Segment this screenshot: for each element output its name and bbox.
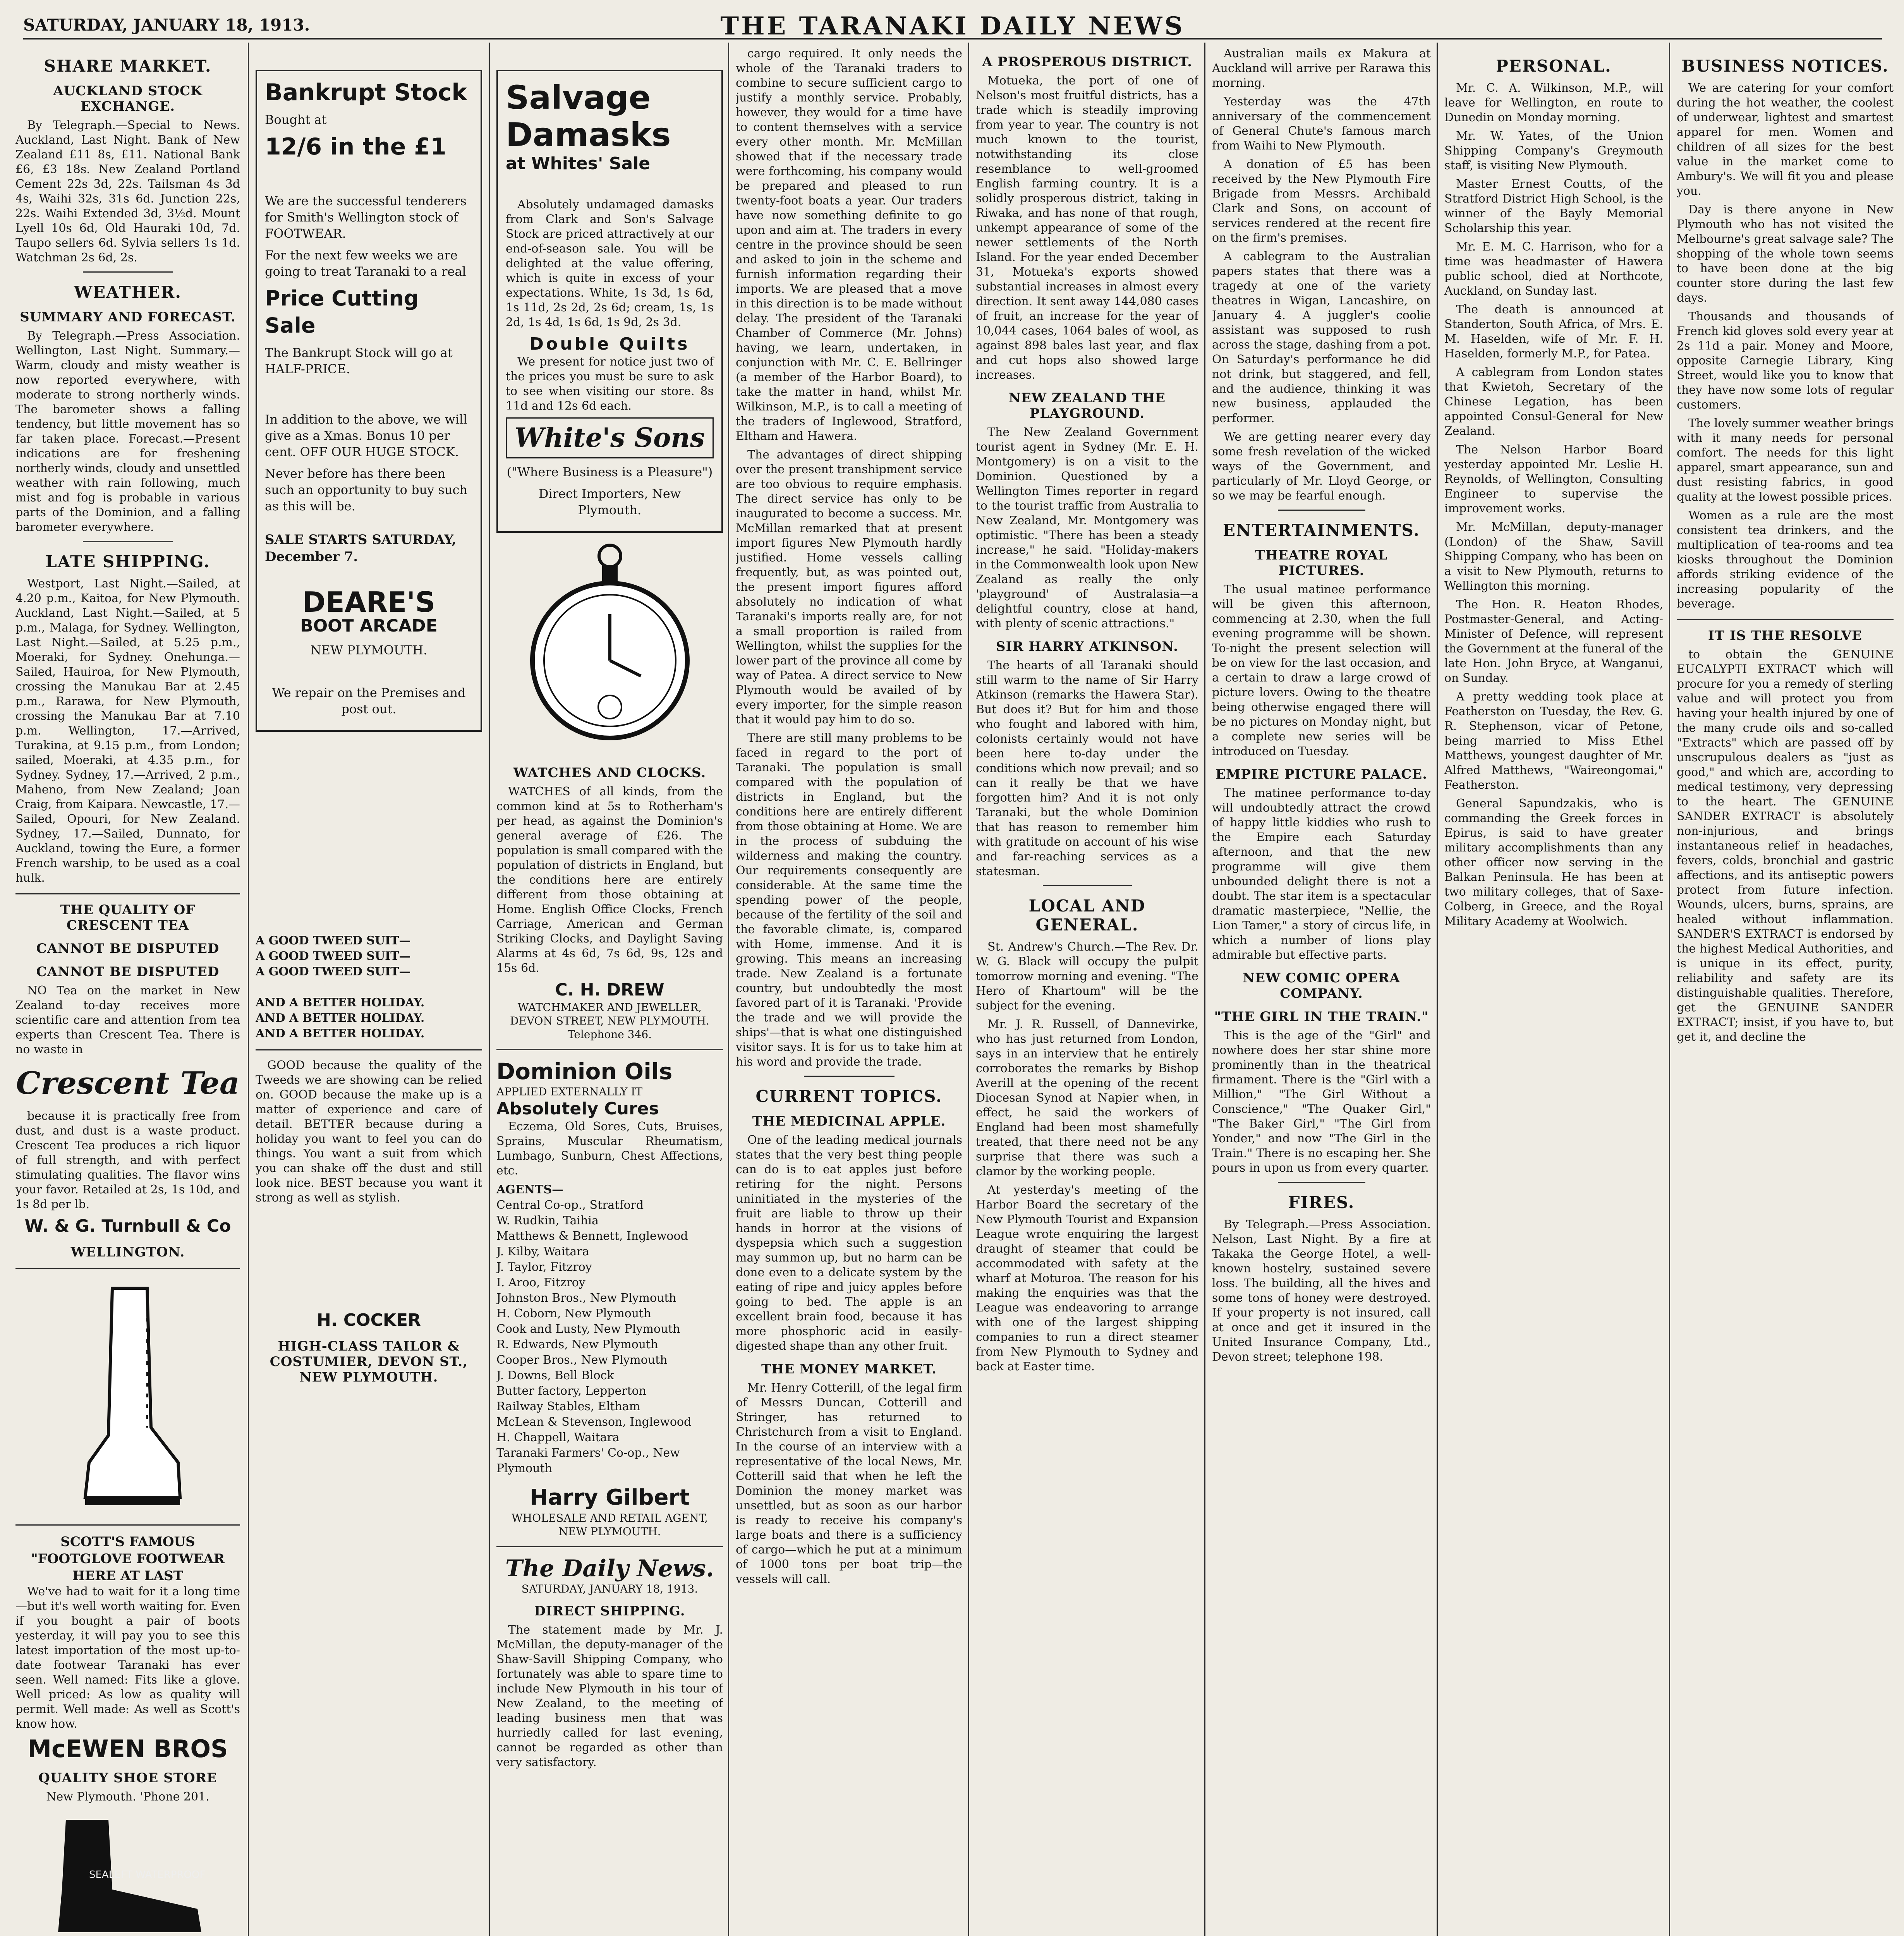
comic-opera-sub: "THE GIRL IN THE TRAIN." <box>1214 1009 1429 1025</box>
salvage-sub: at Whites' Sale <box>506 154 651 173</box>
bankrupt-sub: Bought at <box>265 112 327 127</box>
whites-tagline: ("Where Business is a Pleasure") <box>506 465 713 479</box>
tea-text-2: because it is practically free from dust, and dust is a waste product. Crescent Tea produces a rich liquor of full strength, and with perfect stimulating qualities. The flavor wins your favor. Retailed at 2s, 1s 10d, and 1s 8d per lb. <box>15 1109 240 1211</box>
sealeft-boot <box>15 1808 240 1936</box>
bankrupt-price: 12/6 in the £1 <box>265 133 446 160</box>
column-rule <box>1204 43 1205 1936</box>
agent-item: W. Rudkin, Taihia <box>496 1214 599 1227</box>
share-market-text: By Telegraph.—Special to News. Auckland, Last Night. Bank of New Zealand £11 8s, £11. National Bank £6, £3 18s. New Zealand Portland Cement 22s 3d, 22s. Tailsman 4s 3d 4s, Waihi 32s, 31s 6d. Junction 22s, 22s. Waihi Extended 3d, 3½d. Mount Lyell 10s 6d, Old Hauraki 10d, 7d. Taupo sellers 6d. Sylvia sellers 1s 1d. Watchman 2s 6d, 2s. <box>15 118 240 264</box>
fires-heading: FIRES. <box>1288 1193 1355 1212</box>
agents-heading: AGENTS— <box>496 1183 564 1196</box>
holiday-line: AND A BETTER HOLIDAY. <box>256 1027 425 1040</box>
local-note-5: We are getting nearer every day some fresh revelation of the wicked ways of the Government, and particularly of Mr. Lloyd George, or so we may be fearful enough. <box>1212 430 1431 503</box>
gilbert-name: Harry Gilbert <box>530 1485 690 1510</box>
oils-sub: APPLIED EXTERNALLY IT <box>496 1085 643 1098</box>
divider <box>256 1049 482 1050</box>
personal-item: A cablegram from London states that Kwietoh, Secretary of the Chinese Legation, has been appointed Consul-General for New Zealand. <box>1444 366 1663 438</box>
column-7 <box>1444 46 1663 1936</box>
newspaper-title: THE TARANAKI DAILY NEWS <box>720 12 1185 41</box>
footglove-text: We've had to wait for it a long time—but it's well worth waiting for. Even if you bought a pair of boots yesterday, it will pay you to see this latest importation of the most up-to-date footwear Taranaki has ever seen. Well named: Fits like a glove. Well priced: As low as quality will permit. Well made: As well as Scott's know how. <box>15 1585 240 1731</box>
personal-item: General Sapundzakis, who is commanding the Greek forces in Epirus, is said to have greater military accomplishments than any other officer now serving in the Balkan Peninsula. He has been at two military colleges, that of Saxe-Colberg, in Greece, and the Royal Military Academy at Woolwich. <box>1444 797 1663 928</box>
tea-text: NO Tea on the market in New Zealand to-day receives more scientific care and attention from tea experts than Crescent Tea. There is no waste in <box>15 984 240 1056</box>
agent-item: R. Edwards, New Plymouth <box>496 1338 658 1351</box>
resolve-heading: IT IS THE RESOLVE <box>1708 628 1863 644</box>
whites-sub: Direct Importers, New Plymouth. <box>538 486 681 517</box>
agent-item: Central Co-op., Stratford <box>496 1198 644 1212</box>
oils-text: Eczema, Old Sores, Cuts, Bruises, Sprains, Muscular Rheumatism, Lumbago, Sunburn, Chest Affections, etc. <box>496 1120 723 1177</box>
divider <box>804 1076 894 1077</box>
playground-heading: NEW ZEALAND THE PLAYGROUND. <box>1008 390 1166 421</box>
salvage-text: Absolutely undamaged damasks from Clark and Son's Salvage Stock are priced attractively at our end-of-season sale. You will be delighted at the value offering, which is quite in excess of your expectations. White, 1s 3d, 1s 6d, 1s 11d, 2s 2d, 2s 6d; cream, 1s, 1s 2d, 1s 4d, 1s 6d, 1s 9d, 2s 3d. <box>506 198 714 329</box>
prosperous-heading: A PROSPEROUS DISTRICT. <box>982 54 1192 70</box>
cocker-text: GOOD because the quality of the Tweeds we are showing can be relied on. GOOD because the make up is a matter of experience and care of detail. BETTER because during a holiday you want to feel you can do things. You want a suit from which you can shake off the dust and still look nice. BEST because you want it strong as well as stylish. <box>256 1059 482 1205</box>
entertainments-heading: ENTERTAINMENTS. <box>1222 521 1420 540</box>
waterproof-boot-icon <box>43 1812 213 1936</box>
personal-item: Master Ernest Coutts, of the Stratford District High School, is the winner of the Bayly Memorial Scholarship this year. <box>1444 177 1663 235</box>
divider <box>83 541 173 542</box>
personal-item: The Nelson Harbor Board yesterday appointed Mr. Leslie H. Reynolds, of Wellington, Consulting Engineer to supervise the improvement works. <box>1444 443 1663 515</box>
money-market-heading: THE MONEY MARKET. <box>761 1361 937 1377</box>
crescent-tea-logo: Crescent Tea <box>16 1065 240 1101</box>
gilbert-sub: WHOLESALE AND RETAIL AGENT, NEW PLYMOUTH. <box>511 1512 708 1538</box>
personal-item: Mr. E. M. C. Harrison, who for a time was headmaster of Hawera public school, died at Northcote, Auckland, on Sunday last. <box>1444 240 1663 298</box>
personal-item: The death is announced at Standerton, South Africa, of Mrs. E. M. Haselden, wife of Mr. F. H. Haselden, formerly M.P., for Patea. <box>1444 303 1663 360</box>
tweed-line: A GOOD TWEED SUIT— <box>256 949 411 963</box>
cocker-sub: HIGH-CLASS TAILOR & COSTUMIER, DEVON ST., NEW PLYMOUTH. <box>270 1339 468 1385</box>
direct-shipping-heading: DIRECT SHIPPING. <box>534 1603 685 1619</box>
column-rule <box>1669 43 1670 1936</box>
local-note-3: A donation of £5 has been received by the New Plymouth Fire Brigade from Messrs. Archibald Clark and Sons, on account of services rendered at the recent fire on the firm's premises. <box>1212 158 1431 245</box>
divider <box>1278 510 1365 511</box>
daily-news-date: SATURDAY, JANUARY 18, 1913. <box>521 1582 698 1595</box>
tea-banner-repeat: CANNOT BE DISPUTED <box>36 964 220 980</box>
column-8 <box>1677 46 1894 1936</box>
column-rule <box>489 43 490 1936</box>
business-notice: Women as a rule are the most consistent tea drinkers, and the multiplication of tea-rooms and tea kiosks throughout the Dominion affords striking evidence of the increasing popularity of the beverage. <box>1677 509 1894 611</box>
divider <box>1677 619 1894 620</box>
sale-starts: SALE STARTS SATURDAY, December 7. <box>265 532 457 565</box>
column-4 <box>736 46 962 1936</box>
stock-exchange-subheading: AUCKLAND STOCK EXCHANGE. <box>53 83 203 114</box>
agent-item: J. Taylor, Fitzroy <box>496 1260 592 1274</box>
agent-item: H. Chappell, Waitara <box>496 1431 620 1444</box>
fires-text: By Telegraph.—Press Association. Nelson, Last Night. By a fire at Takaka the George Hotel, a well-known hostelry, sustained severe loss. The building, all the hives and some tons of honey were destroyed. If your property is not insured, call at once and get it insured in the United Insurance Company, Ltd., Devon street; telephone 198. <box>1212 1218 1431 1364</box>
divider <box>1278 1182 1365 1183</box>
deare-city: NEW PLYMOUTH. <box>310 643 427 657</box>
salvage-title: Salvage Damasks <box>506 79 671 154</box>
column-6 <box>1212 46 1431 1936</box>
weather-text: By Telegraph.—Press Association. Wellington, Last Night. Summary.—Warm, cloudy and misty weather is now reported everywhere, with moderate to strong northerly winds. The barometer shows a falling tendency, but little movement has so far taken place. Forecast.—Present indications are for freshening northerly winds, cloudy and unsettled weather with rain following, much mist and fog is probable in various parts of the Dominion, and a falling barometer everywhere. <box>15 329 240 534</box>
boot-label: SEALEFT WATERPROOF <box>89 1869 206 1881</box>
business-notice: The lovely summer weather brings with it many needs for personal comfort. The needs for this light apparel, smart appearance, sun and dust resisting fabrics, in good quality at the lowest possible prices. <box>1677 417 1894 504</box>
theatre-heading: THEATRE ROYAL PICTURES. <box>1255 548 1388 578</box>
weather-subheading: SUMMARY AND FORECAST. <box>20 309 236 325</box>
agent-item: J. Downs, Bell Block <box>496 1369 614 1382</box>
shipping-article-1: cargo required. It only needs the whole of the Taranaki traders to combine to secure sufficient cargo to justify a monthly service. Probably, however, they would for a time have to content themselves with a service every other month. Mr. McMillan showed that if the necessary trade were forthcoming, his company would be prepared and pleased to run twenty-foot boats a year. Our traders have now something definite to go upon and aim at. The traders in every centre in the province should be seen and asked to join in the scheme and furnish information regarding their imports. We are pleased that a move in this direction is to be made without delay. The president of the Taranaki Chamber of Commerce (Mr. Johns) having, we learn, undertaken, in conjunction with Mr. C. E. Bellringer (a member of the Harbor Board), to take the matter in hand, whilst Mr. Wilkinson, M.P., is to call a meeting of the traders of Inglewood, Stratford, Eltham and Hawera. <box>736 47 962 443</box>
mcewen-sub: QUALITY SHOE STORE <box>38 1770 217 1786</box>
agent-item: Taranaki Farmers' Co-op., New Plymouth <box>496 1446 680 1475</box>
drew-sub: WATCHMAKER AND JEWELLER, DEVON STREET, NEW PLYMOUTH. Telephone 346. <box>510 1001 710 1041</box>
divider <box>15 1524 240 1526</box>
comic-opera-heading: NEW COMIC OPERA COMPANY. <box>1243 970 1400 1001</box>
divider <box>496 1546 723 1547</box>
divider <box>15 893 240 894</box>
local-general-heading: LOCAL AND GENERAL. <box>1028 896 1146 934</box>
shipping-heading: LATE SHIPPING. <box>45 552 210 571</box>
oils-cures: Absolutely Cures <box>496 1099 659 1119</box>
current-topics-heading: CURRENT TOPICS. <box>755 1087 943 1106</box>
oils-title: Dominion Oils <box>496 1058 673 1085</box>
empire-heading: EMPIRE PICTURE PALACE. <box>1215 767 1428 782</box>
medicinal-apple-heading: THE MEDICINAL APPLE. <box>752 1114 946 1129</box>
pocket-watch <box>496 533 723 757</box>
bankrupt-text-1: We are the successful tenderers for Smith's Wellington stock of FOOTWEAR. <box>265 194 467 241</box>
atkinson-text: The hearts of all Taranaki should still warm to the name of Sir Harry Atkinson (remarks the Hawera Star). But does it? But for him and those who fought and labored with him, colonists certainly would not have been here to-day under the conditions which now prevail; and so can it really be that we have forgotten him? And it is not only Taranaki, but the whole Dominion that has reason to remember him with gratitude on account of his wise and far-reaching services as a statesman. <box>976 659 1198 878</box>
theatre-text: The usual matinee performance will be given this afternoon, commencing at 2.30, when the full evening programme will be shown. To-night the present selection will be on view for the last occasion, and a certain to draw a large crowd of picture lovers. Owing to the theatre being otherwise engaged there will be no pictures on Monday night, but a complete new series will be introduced on Tuesday. <box>1212 583 1431 758</box>
quilts-title: Double Quilts <box>529 334 690 354</box>
mcewen-city: New Plymouth. 'Phone 201. <box>46 1790 209 1804</box>
tea-banner-sub: CANNOT BE DISPUTED <box>36 941 220 956</box>
column-1 <box>15 46 240 1936</box>
personal-item: Mr. W. Yates, of the Union Shipping Company's Greymouth staff, is visiting New Plymouth. <box>1444 129 1663 172</box>
personal-item: Mr. McMillan, deputy-manager (London) of the Shaw, Savill Shipping Company, who has been on a visit to New Plymouth, returns to Wellington this morning. <box>1444 520 1663 593</box>
local-note-4: A cablegram to the Australian papers states that there was a tragedy at one of the variety theatres in Wigan, Lancashire, on January 4. A juggler's coolie assistant was supposed to rush across the stage, dashing from a pot. On Saturday's performance he did not drink, but staggered, and fell, and the audience, thinking it was new business, applauded the performer. <box>1212 250 1431 425</box>
business-notice: Day is there anyone in New Plymouth who has not visited the Melbourne's great salvage sale? The shopping of the whole town seems to have been done at the big counter store during the last few days. <box>1677 203 1894 305</box>
watches-text: WATCHES of all kinds, from the common kind at 5s to Rotherham's per head, as against the Dominion's general average of £26. The population is small compared with the population of districts in England, but the conditions here are entirely different from those obtaining at Home. English Office Clocks, French Carriage, American and German Striking Clocks, and Daylight Saving Alarms at 4s 6d, 7s 6d, 9s, 12s and 15s 6d. <box>496 785 723 975</box>
divider <box>1043 885 1132 886</box>
share-market-heading: SHARE MARKET. <box>44 57 212 76</box>
bankrupt-text-4: In addition to the above, we will give as a Xmas. Bonus 10 per cent. OFF OUR HUGE STOCK. <box>265 412 467 459</box>
cocker-name: H. COCKER <box>317 1310 421 1330</box>
lace-boot-illustration <box>15 1277 240 1517</box>
prosperous-text: Motueka, the port of one of Nelson's most fruitful districts, has a trade which is steadily improving from year to year. The country is not much known to the tourist, notwithstanding its close resemblance to well-groomed English farming country. It is a solidly prosperous district, taking in Riwaka, and has none of that rough, unkempt appearance of some of the newer settlements of the North Island. For the year ended December 31, Motueka's exports showed substantial increases in almost every direction. It sent away 144,080 cases of fruit, an increase for the year of 10,044 cases, 1064 bales of wool, as against 898 bales last year, and flax and cut hops also showed large increases. <box>976 74 1198 382</box>
bankrupt-stock-ad <box>256 70 482 732</box>
holiday-line: AND A BETTER HOLIDAY. <box>256 1011 425 1025</box>
deare-sub: BOOT ARCADE <box>300 616 438 636</box>
tweed-line: A GOOD TWEED SUIT— <box>256 965 411 978</box>
local-text-3: At yesterday's meeting of the Harbor Board the secretary of the New Plymouth Tourist and Expansion League wrote enquiring the largest draught of steamer that could be accommodated with safety at the wharf at Moturoa. The reason for his making the enquiries was that the League was endeavoring to arrange with one of the largest shipping companies to run a direct steamer from New Plymouth to Sydney and back at Easter time. <box>976 1183 1198 1373</box>
business-notice: We are catering for your comfort during the hot weather, the coolest of underwear, lightest and smartest apparel for men. Women and children of all sizes for the best value in the market come to Ambury's. We will fit you and please you. <box>1677 81 1894 198</box>
whites-logo: White's Sons <box>506 417 714 458</box>
bankrupt-text-5: Never before has there been such an opportunity to buy such as this will be. <box>265 466 468 513</box>
bankrupt-text-2: For the next few weeks we are going to treat Taranaki to a real <box>265 248 466 279</box>
tweed-line: A GOOD TWEED SUIT— <box>256 934 411 947</box>
column-rule <box>968 43 969 1936</box>
column-3 <box>496 46 723 1936</box>
agent-item: H. Coborn, New Plymouth <box>496 1307 651 1320</box>
weather-heading: WEATHER. <box>74 283 182 302</box>
pocket-watch-icon <box>529 541 691 750</box>
holiday-line: AND A BETTER HOLIDAY. <box>256 996 425 1009</box>
quilts-text: We present for notice just two of the prices you must be sure to ask to see when visiting our store. 8s 11d and 12s 6d each. <box>506 355 714 413</box>
footglove-heading: SCOTT'S FAMOUS "FOOTGLOVE FOOTWEAR HERE AT LAST <box>31 1534 225 1584</box>
playground-text: The New Zealand Government tourist agent in Sydney (Mr. E. H. Montgomery) is on a visit to the Dominion. Questioned by a Wellington Times reporter in regard to the tourist traffic from Australia to New Zealand, Mr. Montgomery was optimistic. "There has been a steady increase," he said. "Holiday-makers in the Commonwealth look upon New Zealand as really the only 'playground' of Australasia—a delightful country, close at hand, with plenty of scenic attractions." <box>976 426 1198 630</box>
issue-date: SATURDAY, JANUARY 18, 1913. <box>23 15 310 34</box>
divider <box>83 271 173 273</box>
personal-item: A pretty wedding took place at Featherston on Tuesday, the Rev. G. R. Stephenson, vicar of Petone, being married to Miss Ethel Matthews, youngest daughter of Mr. Alfred Matthews, "Waireongomai," Featherston. <box>1444 690 1663 792</box>
bankrupt-title: Bankrupt Stock <box>265 79 467 106</box>
business-notices-heading: BUSINESS NOTICES. <box>1681 57 1889 76</box>
agent-item: Cooper Bros., New Plymouth <box>496 1353 668 1367</box>
mcewen-name: McEWEN BROS <box>27 1735 228 1763</box>
column-5 <box>976 46 1198 1936</box>
money-market-text: Mr. Henry Cotterill, of the legal firm of Messrs Duncan, Cotterill and Stringer, has returned to Christchurch from a visit to England. In the course of an interview with a representative of the local News, Mr. Cotterill said that when he left the Dominion the money market was unsettled, but as soon as our harbor is ready to receive his company's large boats and there is a sufficiency of cargo—which he put at a minimum of 1000 tons per boat trip—the vessels will call. <box>736 1381 962 1586</box>
divider <box>496 1049 723 1050</box>
column-rule <box>1437 43 1438 1936</box>
drew-name: C. H. DREW <box>555 980 664 1000</box>
deare-name: DEARE'S <box>302 586 436 618</box>
personal-item: Mr. C. A. Wilkinson, M.P., will leave for Wellington, en route to Dunedin on Monday morning. <box>1444 81 1663 124</box>
deare-repair: We repair on the Premises and post out. <box>272 685 466 716</box>
personal-heading: PERSONAL. <box>1496 57 1612 76</box>
column-rule <box>728 43 729 1936</box>
column-rule <box>248 43 249 1936</box>
agents-list <box>496 1198 723 1476</box>
agent-item: Butter factory, Lepperton <box>496 1384 647 1398</box>
comic-opera-text: This is the age of the "Girl" and nowhere does her star shine more prominently than in the theatrical firmament. There is the "Girl with a Million," "The Girl Without a Conscience," "The Quaker Girl," "The Baker Girl," "The Girl from Yonder," and now "The Girl in the Train." There is no escaping her. She pours in upon us from every quarter. <box>1212 1029 1431 1175</box>
agent-item: McLean & Stevenson, Inglewood <box>496 1415 692 1429</box>
tweed-suit-list <box>256 933 482 1042</box>
shipping-article-2: The advantages of direct shipping over the present transhipment service are too obvious to require emphasis. The direct service has only to be inaugurated to become a success. Mr. McMillan remarked that at present import figures New Plymouth hardly justified. Home vessels calling frequently, but, as was pointed out, the present import figures afford absolutely no indication of what Taranaki's imports really are, for not a small proportion is railed from Wellington, whilst the supplies for the lower part of the province all come by way of Patea. A direct service to New Plymouth would be availed of by every importer, for the simple reason that it would pay him to do so. <box>736 448 962 726</box>
local-note-1: Australian mails ex Makura at Auckland will arrive per Rarawa this morning. <box>1212 47 1431 90</box>
shipping-article-3: There are still many problems to be faced in regard to the port of Taranaki. The population is small compared with the population of districts in England, but the conditions here are entirely different from those obtaining at Home. We are in the process of subduing the wilderness and making the country. Our requirements consequently are considerable. At the same time the spending power of the people, because of the fertility of the soil and the favorable climate, is, compared with Home, immense. And it is growing. This means an increasing trade. New Zealand is a fortunate country, but undoubtedly the most favored part of it is Taranaki. 'Provide the trade and we will provide the ships'—that is what one distinguished visitor says. It is for us to take him at his word and provide the trade. <box>736 731 962 1069</box>
shipping-text: Westport, Last Night.—Sailed, at 4.20 p.m., Kaitoa, for New Plymouth. Auckland, Last Night.—Sailed, at 5 p.m., Malaga, for Sydney. Wellington, Last Night.—Sailed, at 5.25 p.m., Moeraki, for Sydney. Onehunga.—Sailed, Hauiroa, for New Plymouth, crossing the Manukau Bar at 2.45 p.m., Rarawa, for New Plymouth, crossing the Manukau Bar at 7.10 p.m. Wellington, 17.—Arrived, Turakina, at 9.15 p.m., from London; sailed, Moeraki, at 4.35 p.m., for Sydney. Sydney, 17.—Arrived, 2 p.m., Maheno, from New Zealand; Joan Craig, from Kaipara. Newcastle, 17.—Sailed, Opouri, for New Zealand. Sydney, 17.—Sailed, Dunnato, for Auckland, towing the Eure, a former French warship, to be used as a coal hulk. <box>15 577 240 885</box>
business-notice: Thousands and thousands of French kid gloves sold every year at 2s 11d a pair. Money and Moore, opposite Carnegie Library, King Street, would like you to know that they have now some lots of regular customers. <box>1677 310 1894 412</box>
masthead <box>23 7 1882 39</box>
turnbull-name: W. & G. Turnbull & Co <box>24 1216 231 1236</box>
agent-item: Matthews & Bennett, Inglewood <box>496 1229 688 1243</box>
bankrupt-text-3: The Bankrupt Stock will go at HALF-PRICE. <box>265 345 453 376</box>
boot-icon <box>70 1280 186 1513</box>
resolve-text: to obtain the GENUINE EUCALYPTI EXTRACT which will procure for you a remedy of sterling value and will protect you from having your health injured by one of the many crude oils and so-called "Extracts" which are passed off by unscrupulous dealers as "just as good," and which are, according to medical testimony, very depressing to the heart. The GENUINE SANDER EXTRACT is absolutely non-injurious, and brings instantaneous relief in headaches, fevers, colds, bronchial and gastric affections, and its antiseptic powers protect from future infection. Wounds, ulcers, burns, sprains, are healed without inflammation. SANDER'S EXTRACT is endorsed by the highest Medical Authorities, and is unique in its effect, purity, reliability and safety are its distinguishable qualities. Therefore, get the GENUINE SANDER EXTRACT; insist, if you have to, but get it, and decline the <box>1677 648 1894 1044</box>
local-text-1: St. Andrew's Church.—The Rev. Dr. W. G. Black will occupy the pulpit tomorrow morning and evening. "The Hero of Khartoum" will be the subject for the evening. <box>976 940 1198 1013</box>
local-note-2: Yesterday was the 47th anniversary of the commencement of General Chute's famous march from Waihi to New Plymouth. <box>1212 95 1431 153</box>
agent-item: I. Aroo, Fitzroy <box>496 1276 585 1289</box>
daily-news-nameplate: The Daily News. <box>505 1555 714 1582</box>
whites-sale-ad <box>496 70 723 533</box>
turnbull-city: WELLINGTON. <box>70 1244 185 1260</box>
agent-item: Johnston Bros., New Plymouth <box>496 1291 676 1305</box>
column-2 <box>256 46 482 1936</box>
local-text-2: Mr. J. R. Russell, of Dannevirke, who has just returned from London, says in an interview that he entirely corroborates the remarks by Bishop Averill at the opening of the recent Diocesan Synod at Napier when, in effect, he said the workers of England had been most shamefully treated, that there need not be any surprise that there was such a clamor by the working people. <box>976 1018 1198 1178</box>
tea-banner: THE QUALITY OF CRESCENT TEA <box>60 902 196 933</box>
medicinal-apple-text: One of the leading medical journals states that the very best thing people can do is to eat apples just before retiring for the night. Persons uninitiated in the mysteries of the fruit are liable to throw up their hands in horror at the visions of dyspepsia which such a suggestion may summon up, but no harm can be done even to a delicate system by the eating of ripe and juicy apples before going to bed. The apple is an excellent brain food, because it has more phosphoric acid in easily-digested shape than any other fruit. <box>736 1133 962 1353</box>
agent-item: Cook and Lusty, New Plymouth <box>496 1322 680 1336</box>
personal-item: The Hon. R. Heaton Rhodes, Postmaster-General, and Acting-Minister of Defence, will represent the Government at the funeral of the late Hon. John Bryce, at Wanganui, on Sunday. <box>1444 598 1663 685</box>
agent-item: J. Kilby, Waitara <box>496 1245 589 1258</box>
direct-shipping-text: The statement made by Mr. J. McMillan, the deputy-manager of the Shaw-Savill Shipping Company, who fortunately was able to spare time to include New Plymouth in his tour of New Zealand, to the meeting of leading business men that was hurriedly called for last evening, cannot be regarded as other than very satisfactory. <box>496 1623 723 1769</box>
agent-item: Railway Stables, Eltham <box>496 1400 640 1413</box>
watches-heading: WATCHES AND CLOCKS. <box>513 765 706 781</box>
price-cutting-sale: Price Cutting Sale <box>265 286 419 338</box>
divider <box>15 1268 240 1269</box>
empire-text: The matinee performance to-day will undoubtedly attract the crowd of happy little kiddies who rush to the Empire each Saturday afternoon, and that the new programme will give them unbounded delight there is not a doubt. The star item is a spectacular dramatic masterpiece, "Nellie, the Lion Tamer," a story of circus life, in which a number of lions play admirable but effective parts. <box>1212 786 1431 962</box>
atkinson-heading: SIR HARRY ATKINSON. <box>996 639 1178 654</box>
